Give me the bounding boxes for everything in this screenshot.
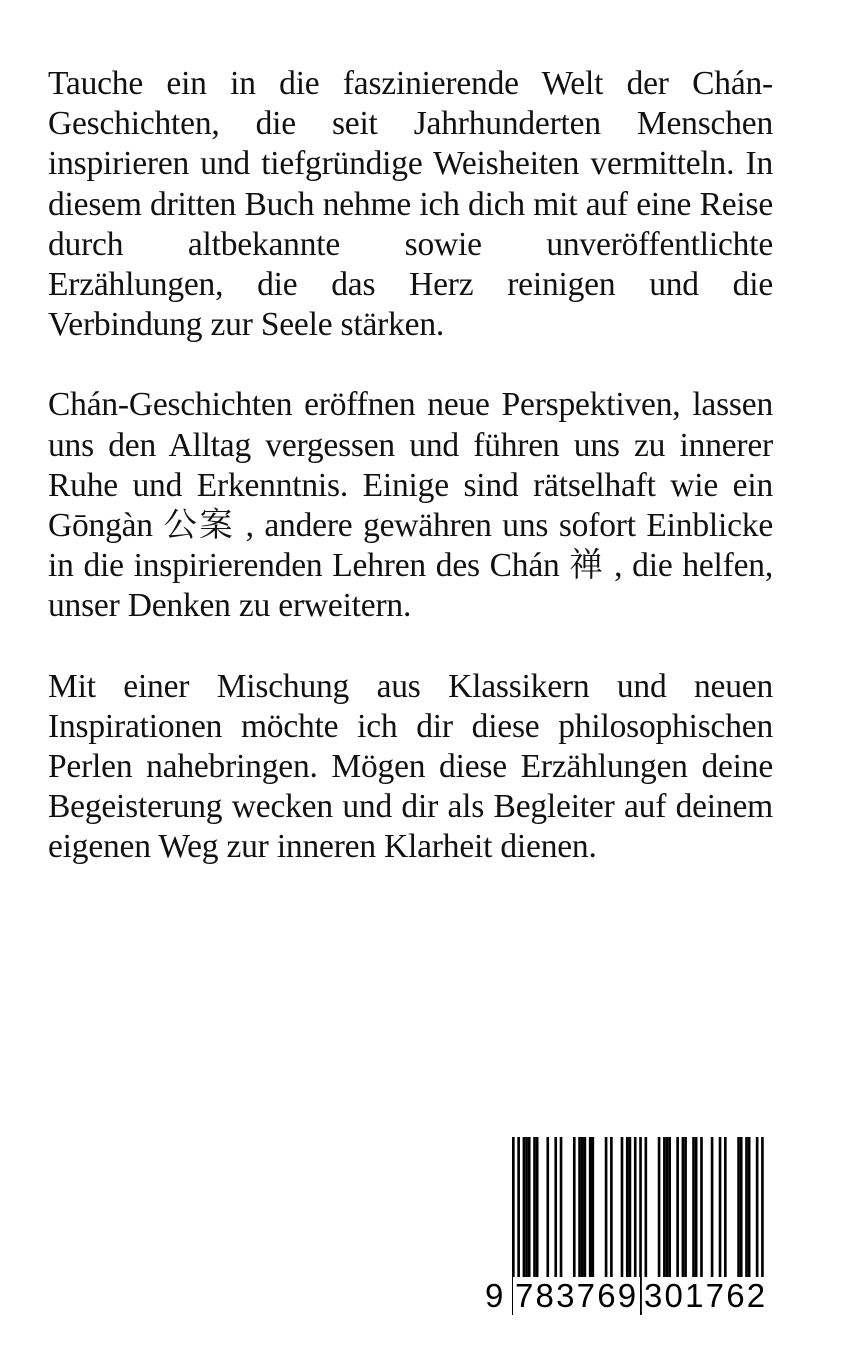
barcode-bar bbox=[578, 1137, 581, 1282]
barcode-bar bbox=[592, 1137, 595, 1282]
blurb-paragraph-2: Chán-Geschichten eröffnen neue Perspektiven, lassen uns den Alltag vergessen und führen uns zu innerer Ruhe und Erkenntnis. Einige sind rätselhaft wie ein Gōngàn 公案 , andere gewähren uns sofort Einblicke in die inspirierenden Lehren des Chán 禅 , die helfen, unser Denken zu erweitern. bbox=[48, 386, 773, 625]
barcode-bar bbox=[711, 1137, 714, 1282]
barcode-bar bbox=[523, 1137, 526, 1282]
isbn-lead-digit: 9 bbox=[485, 1277, 506, 1314]
barcode-bar bbox=[528, 1137, 531, 1282]
barcode-bar bbox=[525, 1137, 528, 1282]
blurb-paragraph-1: Tauche ein in die faszinierende Welt der Chán-Geschichten, die seit Jahrhunderten Menschen inspirieren und tiefgründige Weisheiten vermitteln. In diesem dritten Buch nehme ich dich mit auf eine Reise durch altbekannte sowie unveröffentlichte Erzählungen, die das Herz reinigen und die Verbindung zur Seele stärken. bbox=[48, 65, 773, 344]
isbn-number bbox=[482, 1277, 782, 1315]
barcode-bar bbox=[589, 1137, 592, 1282]
barcode-bar bbox=[621, 1137, 624, 1282]
barcode-bar bbox=[748, 1137, 751, 1282]
barcode-bar bbox=[719, 1137, 722, 1282]
barcode-bar bbox=[629, 1137, 632, 1282]
barcode-bar bbox=[645, 1137, 648, 1282]
barcode-bar bbox=[695, 1137, 698, 1282]
barcode-bar bbox=[546, 1137, 549, 1282]
barcode-bar bbox=[560, 1137, 563, 1282]
barcode-bar bbox=[737, 1137, 740, 1282]
isbn-right-group: 301762 bbox=[644, 1277, 768, 1314]
blurb-paragraph-3: Mit einer Mischung aus Klassikern und neuen Inspirationen möchte ich dir diese philosophischen Perlen nahebringen. Mögen diese Erzählungen deine Begeisterung wecken und dir als Begleiter auf deinem eigenen Weg zur inneren Klarheit dienen. bbox=[48, 667, 773, 866]
barcode-bar bbox=[626, 1137, 629, 1282]
barcode-bar bbox=[740, 1137, 743, 1282]
barcode-bar bbox=[745, 1137, 748, 1282]
barcode-bar bbox=[573, 1137, 576, 1282]
barcode-bar bbox=[658, 1137, 661, 1282]
barcode-bar bbox=[692, 1137, 695, 1282]
barcode-bar bbox=[610, 1137, 613, 1282]
barcode-bar bbox=[700, 1137, 703, 1282]
barcode-bar bbox=[668, 1137, 671, 1282]
barcode-bar bbox=[584, 1137, 587, 1282]
barcode-bar bbox=[554, 1137, 557, 1282]
blurb-text bbox=[48, 64, 773, 868]
barcode-bar bbox=[533, 1137, 536, 1282]
barcode-bar bbox=[666, 1137, 669, 1282]
barcode-bar bbox=[605, 1137, 608, 1282]
barcode-bar bbox=[682, 1137, 685, 1282]
barcode-bar bbox=[536, 1137, 539, 1282]
isbn-left-group: 783769 bbox=[515, 1277, 639, 1314]
barcode-bar bbox=[663, 1137, 666, 1282]
barcode-bar bbox=[724, 1137, 727, 1282]
barcode-bar bbox=[676, 1137, 679, 1282]
barcode-bar bbox=[684, 1137, 687, 1282]
barcode-bar bbox=[581, 1137, 584, 1282]
isbn-barcode bbox=[482, 1137, 782, 1318]
